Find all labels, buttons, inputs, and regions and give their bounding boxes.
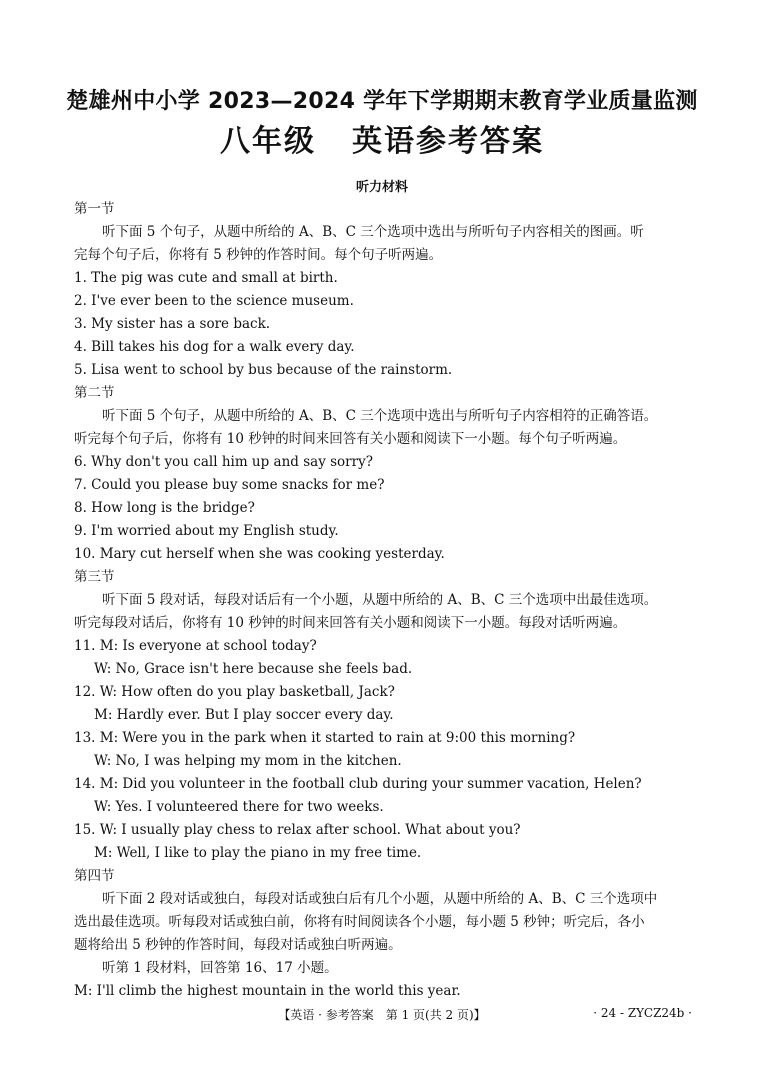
- listening-material-heading: 听力材料: [355, 180, 408, 195]
- sentence-item: 8. How long is the bridge?: [74, 500, 255, 516]
- section-1-heading: 第一节: [74, 201, 115, 217]
- dialog-question: 11. M: Is everyone at school today?: [74, 638, 317, 654]
- sentence-item: 7. Could you please buy some snacks for me?: [74, 477, 385, 493]
- page-number-label: 【英语 · 参考答案 第 1 页(共 2 页)】: [278, 1008, 486, 1022]
- sentence-item: 2. I've ever been to the science museum.: [74, 293, 354, 309]
- section-3-instruction: 听完每段对话后，你将有 10 秒钟的时间来回答有关小题和阅读下一小题。每段对话听两遍。: [74, 615, 627, 631]
- section-2-instruction: 听下面 5 个句子，从题中所给的 A、B、C 三个选项中选出与所听句子内容相符的正确答语。: [102, 408, 658, 424]
- section-4-heading: 第四节: [74, 868, 115, 884]
- sentence-item: 9. I'm worried about my English study.: [74, 523, 339, 539]
- dialog-question: 14. M: Did you volunteer in the football club during your summer vacation, Helen?: [74, 776, 642, 792]
- section-2-heading: 第二节: [74, 385, 115, 401]
- grade-label: 八年级: [220, 124, 316, 159]
- document-code: · 24 - ZYCZ24b ·: [593, 1006, 692, 1020]
- sentence-item: 3. My sister has a sore back.: [74, 316, 271, 332]
- sentence-item: 5. Lisa went to school by bus because of the rainstorm.: [74, 362, 453, 378]
- dialog-answer: M: Well, I like to play the piano in my free time.: [94, 845, 422, 861]
- sentence-item: 6. Why don't you call him up and say sorry?: [74, 454, 373, 470]
- document-title: 楚雄州中小学 2023—2024 学年下学期期末教育学业质量监测: [66, 89, 698, 114]
- document-subtitle: [0, 116, 764, 160]
- section-1-instruction: 听下面 5 个句子，从题中所给的 A、B、C 三个选项中选出与所听句子内容相关的图画。听: [102, 224, 644, 240]
- dialog-question: 13. M: Were you in the park when it started to rain at 9:00 this morning?: [74, 730, 576, 746]
- section-4-instruction: 题将给出 5 秒钟的作答时间，每段对话或独白听两遍。: [74, 937, 402, 953]
- section-2-instruction: 听完每个句子后，你将有 10 秒钟的时间来回答有关小题和阅读下一小题。每个句子听两遍。: [74, 431, 627, 447]
- sentence-item: 4. Bill takes his dog for a walk every day.: [74, 339, 355, 355]
- dialog-answer: M: Hardly ever. But I play soccer every day.: [94, 707, 394, 723]
- section-3-heading: 第三节: [74, 569, 115, 585]
- section-3-instruction: 听下面 5 段对话，每段对话后有一个小题，从题中所给的 A、B、C 三个选项中出最佳选项。: [102, 592, 658, 608]
- material-intro: 听第 1 段材料，回答第 16、17 小题。: [102, 960, 338, 976]
- dialog-answer: W: No, Grace isn't here because she feels bad.: [94, 661, 413, 677]
- answer-key-label: 英语参考答案: [352, 124, 544, 159]
- dialog-question: 15. W: I usually play chess to relax after school. What about you?: [74, 822, 521, 838]
- dialog-line: M: I'll climb the highest mountain in the world this year.: [74, 983, 461, 999]
- dialog-question: 12. W: How often do you play basketball, Jack?: [74, 684, 395, 700]
- section-4-instruction: 听下面 2 段对话或独白，每段对话或独白后有几个小题，从题中所给的 A、B、C 三个选项中: [102, 891, 658, 907]
- document-body: [74, 198, 704, 1003]
- section-4-instruction: 选出最佳选项。听每段对话或独白前，你将有时间阅读各个小题，每小题 5 秒钟；听完后，各小: [74, 914, 645, 930]
- dialog-answer: W: Yes. I volunteered there for two weeks.: [94, 799, 384, 815]
- dialog-answer: W: No, I was helping my mom in the kitchen.: [94, 753, 402, 769]
- sentence-item: 1. The pig was cute and small at birth.: [74, 270, 338, 286]
- section-1-instruction: 完每个句子后，你将有 5 秒钟的作答时间。每个句子听两遍。: [74, 247, 443, 263]
- sentence-item: 10. Mary cut herself when she was cooking yesterday.: [74, 546, 445, 562]
